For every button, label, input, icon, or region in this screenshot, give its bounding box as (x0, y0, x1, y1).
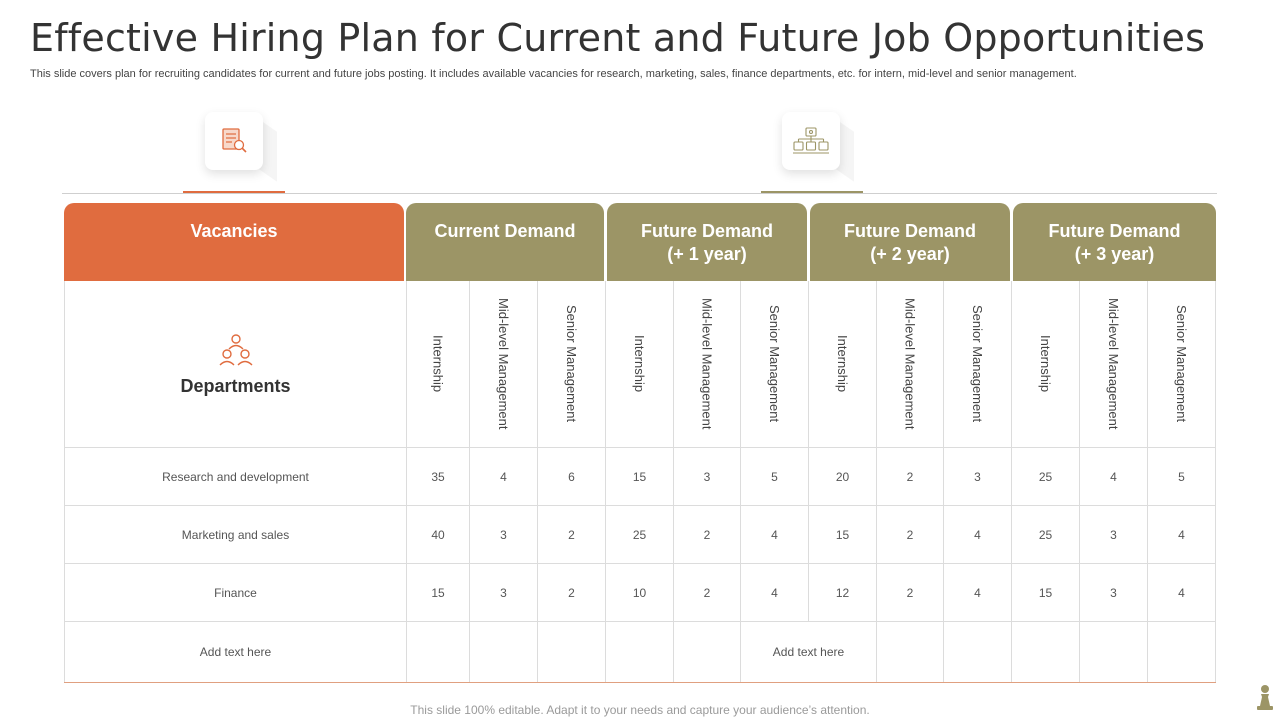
value-text: 2 (703, 527, 711, 542)
table-cell-value (944, 506, 1012, 564)
placeholder-cell (877, 622, 944, 682)
table-cell-value (407, 506, 470, 564)
team-network-icon-card (782, 112, 840, 170)
value-text: 2 (703, 585, 711, 600)
value-text: 15 (632, 469, 647, 484)
table-cell-value (538, 564, 606, 622)
table-cell-value (538, 448, 606, 506)
placeholder-cell (1012, 622, 1080, 682)
table-cell-value (470, 564, 538, 622)
value-text: 3 (703, 469, 711, 484)
divider-line (62, 193, 1217, 194)
subheader-label: Mid-level Management (699, 298, 715, 430)
placeholder-name-text: Add text here (199, 645, 272, 659)
subheader-label: Mid-level Management (1106, 298, 1121, 430)
value-text: 3 (500, 527, 507, 542)
subheader-cell (470, 281, 538, 448)
table-cell-value (1012, 564, 1080, 622)
vacancy-table (64, 281, 1216, 683)
table-cell-value (407, 564, 470, 622)
value-text: 10 (632, 585, 647, 600)
chess-pawn-icon (1254, 684, 1276, 712)
subheader-label: Internship (1038, 335, 1053, 393)
placeholder-cell (1148, 622, 1216, 682)
value-text: 2 (906, 585, 914, 600)
subheader-cell (944, 281, 1012, 448)
page-subtitle: This slide covers plan for recruiting candidates for current and future jobs posting. It includes available vacancies for research, marketing, sales, finance departments, etc. for intern, mid-level and senior management. (30, 68, 1077, 80)
header-future-2 (810, 203, 1010, 281)
value-text: 15 (835, 527, 850, 542)
table-cell-value (877, 564, 944, 622)
table-row-department (64, 506, 407, 564)
subheader-cell (1080, 281, 1148, 448)
table-row-department (64, 448, 407, 506)
page-title: Effective Hiring Plan for Current and Future Job Opportunities (30, 16, 1206, 60)
table-cell-value (1012, 506, 1080, 564)
value-text: 15 (1038, 585, 1053, 600)
table-cell-value (741, 506, 809, 564)
header-future-1 (607, 203, 807, 281)
table-cell-value (877, 448, 944, 506)
department-name: Research and development (162, 469, 309, 484)
subheader-cell (1148, 281, 1216, 448)
table-cell-value (1148, 564, 1216, 622)
table-cell-value (1080, 506, 1148, 564)
subheader-cell (1012, 281, 1080, 448)
placeholder-cell (1080, 622, 1148, 682)
subheader-label: Mid-level Management (496, 298, 511, 430)
table-cell-value (606, 448, 674, 506)
value-text: 4 (974, 585, 981, 600)
people-group-icon (219, 332, 253, 366)
value-text: 25 (1038, 527, 1053, 542)
value-text: 5 (1178, 469, 1185, 484)
subheader-cell (606, 281, 674, 448)
value-text: 2 (568, 527, 575, 542)
value-text: 4 (1178, 585, 1185, 600)
table-cell-value (944, 448, 1012, 506)
value-text: 4 (1110, 469, 1117, 484)
table-cell-value (606, 564, 674, 622)
value-text: 3 (1110, 527, 1117, 542)
table-cell-value (809, 564, 877, 622)
subheader-cell (741, 281, 809, 448)
header-future2-label: Future Demand (+ 2 year) (843, 221, 976, 264)
subheader-label: Senior Management (767, 305, 782, 423)
placeholder-merged-cell (741, 622, 877, 682)
subheader-label: Internship (835, 335, 850, 393)
value-text: 12 (835, 585, 850, 600)
header-vacancies (64, 203, 404, 281)
subheader-cell (877, 281, 944, 448)
placeholder-row-name (64, 622, 407, 682)
placeholder-cell (674, 622, 741, 682)
footer-note: This slide 100% editable. Adapt it to your needs and capture your audience’s attention. (410, 703, 870, 717)
subheader-cell (407, 281, 470, 448)
header-vacancies-label: Vacancies (190, 221, 278, 241)
value-text: 15 (431, 585, 445, 600)
table-cell-value (470, 506, 538, 564)
table-cell-value (538, 506, 606, 564)
placeholder-middle-text: Add text here (772, 645, 845, 659)
value-text: 40 (431, 527, 445, 542)
table-cell-value (1012, 448, 1080, 506)
subheader-label: Senior Management (970, 305, 985, 423)
header-future-3 (1013, 203, 1216, 281)
value-text: 25 (632, 527, 647, 542)
value-text: 2 (568, 585, 575, 600)
value-text: 25 (1038, 469, 1053, 484)
placeholder-cell (407, 622, 470, 682)
value-text: 4 (974, 527, 981, 542)
table-cell-value (470, 448, 538, 506)
subheader-cell (674, 281, 741, 448)
table-cell-value (674, 448, 741, 506)
value-text: 6 (568, 469, 575, 484)
value-text: 3 (1110, 585, 1117, 600)
document-search-icon (219, 126, 249, 156)
document-search-icon-card (205, 112, 263, 170)
subheader-cell (538, 281, 606, 448)
subheader-cell (809, 281, 877, 448)
table-cell-value (741, 564, 809, 622)
value-text: 4 (500, 469, 507, 484)
table-cell-value (1080, 564, 1148, 622)
table-cell-value (674, 564, 741, 622)
table-cell-value (1148, 506, 1216, 564)
header-future3-label: Future Demand (+ 3 year) (1048, 221, 1181, 264)
placeholder-cell (470, 622, 538, 682)
table-cell-value (674, 506, 741, 564)
placeholder-cell (944, 622, 1012, 682)
value-text: 5 (771, 469, 778, 484)
value-text: 4 (1178, 527, 1185, 542)
department-name: Marketing and sales (181, 527, 290, 542)
subheader-label: Internship (430, 335, 446, 393)
placeholder-cell (538, 622, 606, 682)
value-text: 4 (771, 585, 778, 600)
header-current-demand (406, 203, 604, 281)
table-cell-value (1080, 448, 1148, 506)
table-cell-value (741, 448, 809, 506)
table-cell-value (606, 506, 674, 564)
subheader-label: Internship (632, 335, 647, 393)
header-future1-label: Future Demand (+ 1 year) (640, 221, 773, 264)
value-text: 3 (500, 585, 507, 600)
table-cell-value (407, 448, 470, 506)
departments-label: Departments (180, 375, 291, 396)
header-current-label: Current Demand (434, 221, 576, 241)
value-text: 20 (835, 469, 850, 484)
team-network-icon (791, 126, 831, 156)
table-cell-value (1148, 448, 1216, 506)
table-row-department (64, 564, 407, 622)
department-name: Finance (214, 585, 257, 600)
table-cell-value (877, 506, 944, 564)
placeholder-cell (606, 622, 674, 682)
subheader-label: Senior Management (1174, 305, 1189, 423)
subheader-label: Senior Management (564, 305, 579, 423)
value-text: 35 (431, 469, 445, 484)
subheader-label: Mid-level Management (902, 298, 918, 430)
table-cell-value (809, 448, 877, 506)
departments-cell (64, 281, 407, 448)
value-text: 2 (906, 527, 914, 542)
table-cell-value (944, 564, 1012, 622)
value-text: 2 (906, 469, 914, 484)
table-cell-value (809, 506, 877, 564)
value-text: 4 (771, 527, 778, 542)
value-text: 3 (974, 469, 981, 484)
